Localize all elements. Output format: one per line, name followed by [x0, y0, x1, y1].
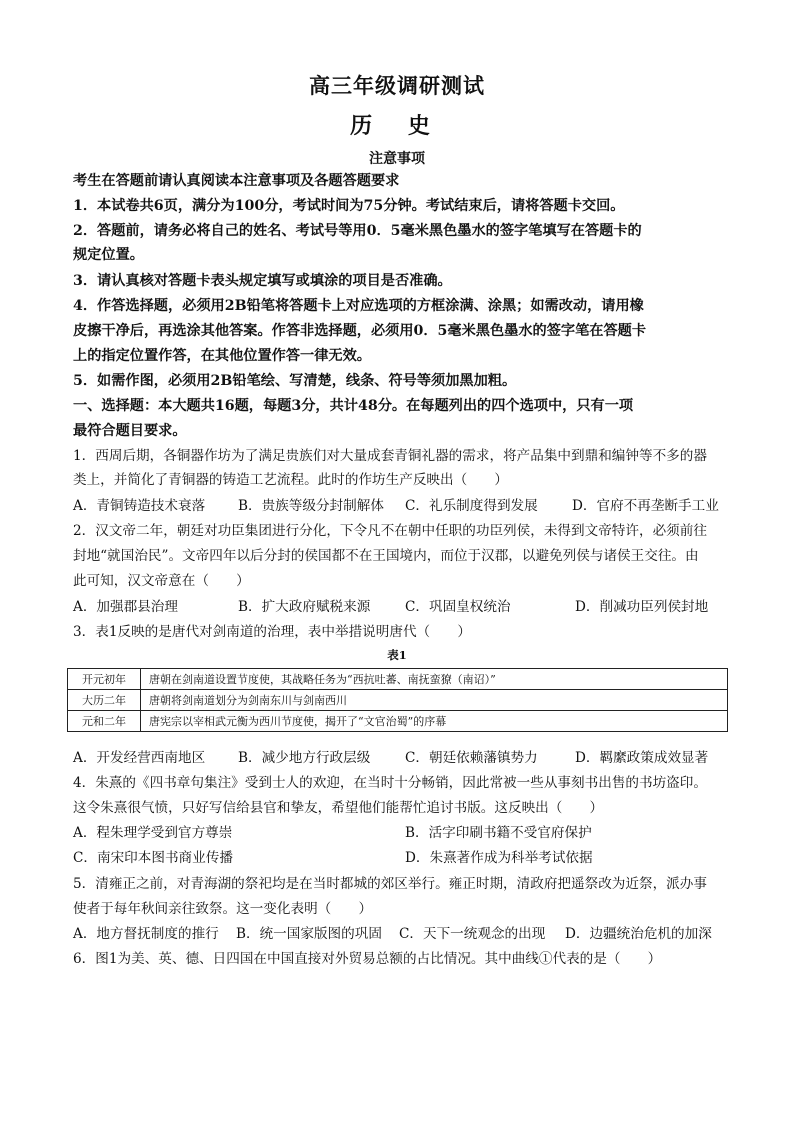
q3-table [67, 668, 728, 732]
q3-option-c: C．朝廷依赖藩镇势力 [405, 750, 538, 766]
table-row [68, 711, 728, 732]
q3-option-a: A．开发经营西南地区 [73, 750, 206, 766]
q5-option-c: C．天下一统观念的出现 [399, 926, 546, 942]
q4-stem-line-1: 4．朱熹的《四书章句集注》受到士人的欢迎，在当时十分畅销，因此常被一些从事刻书出售的书坊盗印。 [73, 775, 707, 791]
subject-title: 历 史 [350, 113, 444, 139]
q5-option-b: B．统一国家版图的巩固 [236, 926, 382, 942]
q2-stem-line-3: 此可知，汉文帝意在（ ） [73, 573, 250, 589]
q5-option-a: A．地方督抚制度的推行 [73, 926, 219, 942]
instructions-intro: 考生在答题前请认真阅读本注意事项及各题答题要求 [73, 173, 400, 189]
table-row [68, 669, 728, 690]
instruction-item-1: 1．本试卷共6页，满分为100分，考试时间为75分钟。考试结束后，请将答题卡交回。 [73, 198, 625, 214]
instruction-item-5: 5．如需作图，必须用2B铅笔绘、写清楚，线条、符号等须加黑加粗。 [73, 373, 517, 389]
q1-option-c: C．礼乐制度得到发展 [405, 498, 538, 514]
q1-option-d: D．官府不再垄断手工业 [572, 498, 719, 514]
q2-option-c: C．巩固皇权统治 [405, 599, 511, 615]
q5-stem-line-1: 5．清雍正之前，对青海湖的祭祀均是在当时都城的郊区举行。雍正时期，清政府把遥祭改为近祭，派办事 [73, 876, 707, 892]
table-cell-text: 唐宪宗以宰相武元衡为西川节度使，揭开了“文官治蜀”的序幕 [141, 711, 728, 732]
q1-option-b: B．贵族等级分封制解体 [238, 498, 384, 514]
instruction-item-2-line-1: 2．答题前，请务必将自己的姓名、考试号等用0．5毫米黑色墨水的签字笔填写在答题卡的 [73, 223, 642, 239]
q2-option-d: D．削减功臣列侯封地 [575, 599, 709, 615]
table-caption: 表1 [387, 648, 407, 662]
q3-option-b: B．减少地方行政层级 [238, 750, 371, 766]
q2-stem-line-2: 封地“就国治民”。文帝四年以后分封的侯国都不在王国境内，而位于汉郡，以避免列侯与诸侯王交往。由 [73, 548, 699, 564]
q3-option-d: D．羁縻政策成效显著 [575, 750, 709, 766]
instruction-item-3: 3．请认真核对答题卡表头规定填写或填涂的项目是否准确。 [73, 273, 452, 289]
q4-option-d: D．朱熹著作成为科举考试依据 [405, 850, 593, 866]
section-heading-line-2: 最符合题目要求。 [73, 423, 187, 439]
table-cell-period: 大历二年 [68, 690, 141, 711]
q2-option-b: B．扩大政府赋税来源 [238, 599, 371, 615]
q3-stem-line-1: 3．表1反映的是唐代对剑南道的治理，表中举措说明唐代（ ） [73, 624, 471, 640]
q4-option-a: A．程朱理学受到官方尊崇 [73, 825, 233, 841]
section-heading-line-1: 一、选择题：本大题共16题，每题3分，共计48分。在每题列出的四个选项中，只有一项 [73, 398, 634, 414]
exam-title: 高三年级调研测试 [309, 73, 485, 98]
q1-option-a: A．青铜铸造技术衰落 [73, 498, 206, 514]
instruction-item-2-line-2: 规定位置。 [73, 247, 144, 263]
instruction-item-4-line-2: 皮擦干净后，再选涂其他答案。作答非选择题，必须用0．5毫米黑色墨水的签字笔在答题卡 [73, 323, 647, 339]
q6-stem-line-1: 6．图1为美、英、德、日四国在中国直接对外贸易总额的占比情况。其中曲线①代表的是（ ） [73, 951, 662, 967]
q2-option-a: A．加强郡县治理 [73, 599, 178, 615]
table-cell-text: 唐朝将剑南道划分为剑南东川与剑南西川 [141, 690, 728, 711]
table-cell-period: 元和二年 [68, 711, 141, 732]
q1-stem-line-1: 1．西周后期，各铜器作坊为了满足贵族们对大量成套青铜礼器的需求，将产品集中到鼎和编钟等不多的器 [73, 448, 707, 464]
table-cell-period: 开元初年 [68, 669, 141, 690]
q4-option-b: B．活字印刷书籍不受官府保护 [405, 825, 592, 841]
instruction-item-4-line-3: 上的指定位置作答，在其他位置作答一律无效。 [73, 348, 371, 364]
notice-heading: 注意事项 [369, 151, 425, 167]
q5-option-d: D．边疆统治危机的加深 [565, 926, 712, 942]
q5-stem-line-2: 使者于每年秋间亲往致祭。这一变化表明（ ） [73, 901, 373, 917]
table-cell-text: 唐朝在剑南道设置节度使，其战略任务为“西抗吐蕃、南抚蛮獠（南诏）” [141, 669, 728, 690]
q4-option-c: C．南宋印本图书商业传播 [73, 850, 233, 866]
q4-stem-line-2: 这令朱熹很气愤，只好写信给县官和挚友，希望他们能帮忙追讨书版。这反映出（ ） [73, 800, 604, 816]
table-row [68, 690, 728, 711]
q2-stem-line-1: 2．汉文帝二年，朝廷对功臣集团进行分化，下令凡不在朝中任职的功臣列侯，未得到文帝特许，必须前往 [73, 523, 707, 539]
q1-stem-line-2: 类上，并简化了青铜器的铸造工艺流程。此时的作坊生产反映出（ ） [73, 472, 508, 488]
instruction-item-4-line-1: 4．作答选择题，必须用2B铅笔将答题卡上对应选项的方框涂满、涂黑；如需改动，请用橡 [73, 298, 644, 314]
